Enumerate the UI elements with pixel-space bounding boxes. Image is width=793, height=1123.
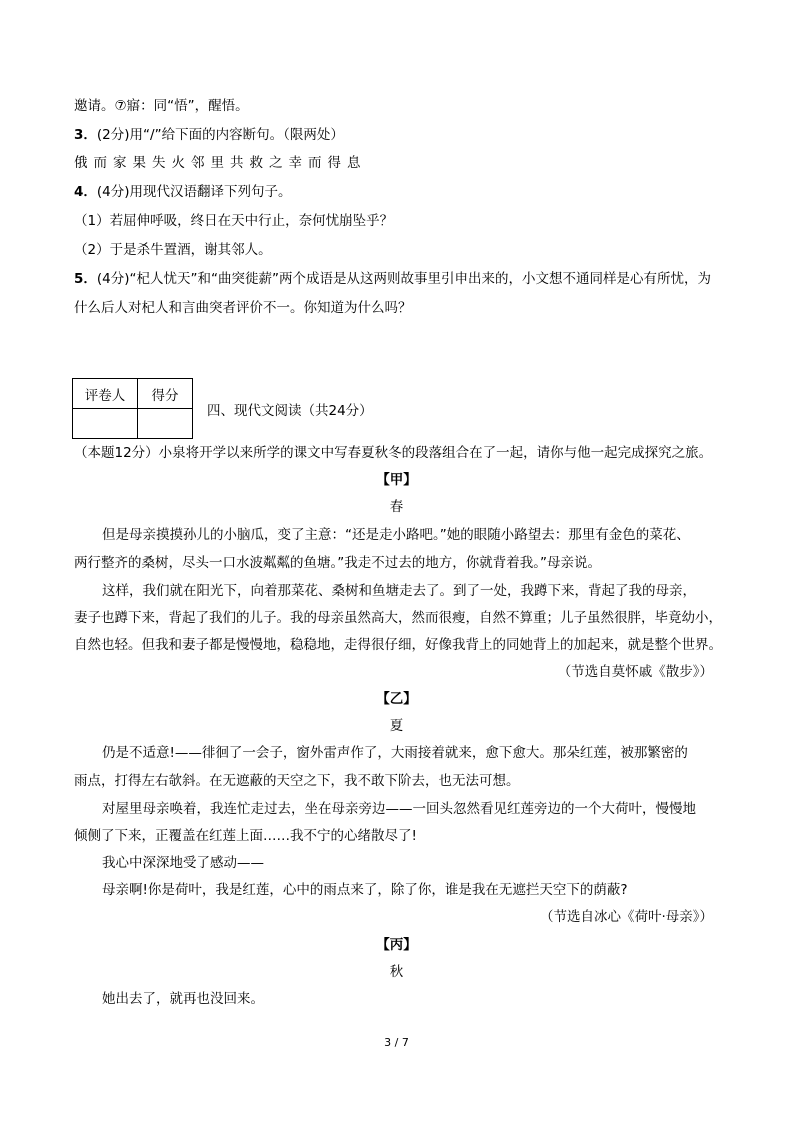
question-4-item-1: （1）若屈伸呼吸，终日在天中行止，奈何忧崩坠乎？ <box>74 213 394 229</box>
paragraph-line: 母亲啊!你是荷叶，我是红莲，心中的雨点来了，除了你，谁是我在无遮拦天空下的荫蔽? <box>102 882 628 898</box>
paragraph-line: 我心中深深地受了感动—— <box>102 855 264 871</box>
passage-label-yi: 【乙】 <box>376 691 417 707</box>
paragraph-line: 这样，我们就在阳光下，向着那菜花、桑树和鱼塘走去了。到了一处，我蹲下来，背起了我的母亲， <box>102 583 696 599</box>
paragraph-line: 但是母亲摸摸孙儿的小脑瓜，变了主意：“还是走小路吧。”她的眼随小路望去：那里有金色的菜花、 <box>102 527 690 543</box>
page-number: 3 / 7 <box>384 1036 409 1049</box>
text-line: 邀请。⑦寤：同“悟”，醒悟。 <box>74 98 249 114</box>
question-4-item-2: （2）于是杀牛置酒，谢其邻人。 <box>74 242 272 258</box>
question-text: (4分)用现代汉语翻译下列句子。 <box>96 184 292 200</box>
question-text: (4分)“杞人忧天”和“曲突徙薪”两个成语是从这两则故事里引申出来的，小文想不通同样是心有所忧，为 <box>96 271 712 287</box>
paragraph-line: 两行整齐的桑树，尽头一口水波粼粼的鱼塘。”我走不过去的地方，你就背着我。”母亲说。 <box>74 555 601 571</box>
section-intro: （本题12分）小泉将开学以来所学的课文中写春夏秋冬的段落组合在了一起，请你与他一起完成探究之旅。 <box>74 445 713 461</box>
question-5 <box>74 269 711 289</box>
section-title: 四、现代文阅读（共24分） <box>207 403 373 419</box>
passage-label-jia: 【甲】 <box>376 472 417 488</box>
paragraph-line: 她出去了，就再也没回来。 <box>102 991 264 1007</box>
reviewer-header: 评卷人 <box>73 379 138 409</box>
paragraph-line: 妻子也蹲下来，背起了我们的儿子。我的母亲虽然高大，然而很瘦，自然不算重；儿子虽然很胖，毕竟幼小， <box>74 610 722 626</box>
source-citation: （节选自冰心《荷叶·母亲》） <box>539 909 713 925</box>
passage-title-autumn: 秋 <box>389 964 404 980</box>
question-number: 3． <box>74 127 97 143</box>
score-table <box>72 378 193 439</box>
question-number: 5． <box>74 271 97 287</box>
passage-title-summer: 夏 <box>389 718 404 734</box>
paragraph-line: 仍是不适意!——徘徊了一会子，窗外雷声作了，大雨接着就来，愈下愈大。那朵红莲，被那繁密的 <box>102 745 688 761</box>
question-text: (2分)用“/”给下面的内容断句。（限两处） <box>96 127 344 143</box>
source-citation: （节选自莫怀戚《散步》） <box>557 664 713 680</box>
reviewer-cell[interactable] <box>73 409 138 439</box>
question-3 <box>74 125 344 145</box>
passage-title-spring: 春 <box>389 499 404 515</box>
paragraph-line: 倾侧了下来，正覆盖在红莲上面……我不宁的心绪散尽了! <box>74 828 417 844</box>
paragraph-line: 雨点，打得左右欹斜。在无遮蔽的天空之下，我不敢下阶去，也无法可想。 <box>74 773 520 789</box>
paragraph-line: 自然也轻。但我和妻子都是慢慢地，稳稳地，走得很仔细，好像我背上的同她背上的加起来，就是整个世界。 <box>74 637 722 653</box>
score-header: 得分 <box>138 379 193 409</box>
question-number: 4． <box>74 184 97 200</box>
question-5-continued: 什么后人对杞人和言曲突者评价不一。你知道为什么吗？ <box>74 300 412 316</box>
passage-label-bing: 【丙】 <box>376 937 417 953</box>
question-4 <box>74 182 292 202</box>
question-3-content: 俄而家果失火邻里共救之幸而得息 <box>74 155 367 171</box>
paragraph-line: 对屋里母亲唤着，我连忙走过去，坐在母亲旁边——一回头忽然看见红莲旁边的一个大荷叶，慢慢地 <box>102 801 696 817</box>
score-cell[interactable] <box>138 409 193 439</box>
